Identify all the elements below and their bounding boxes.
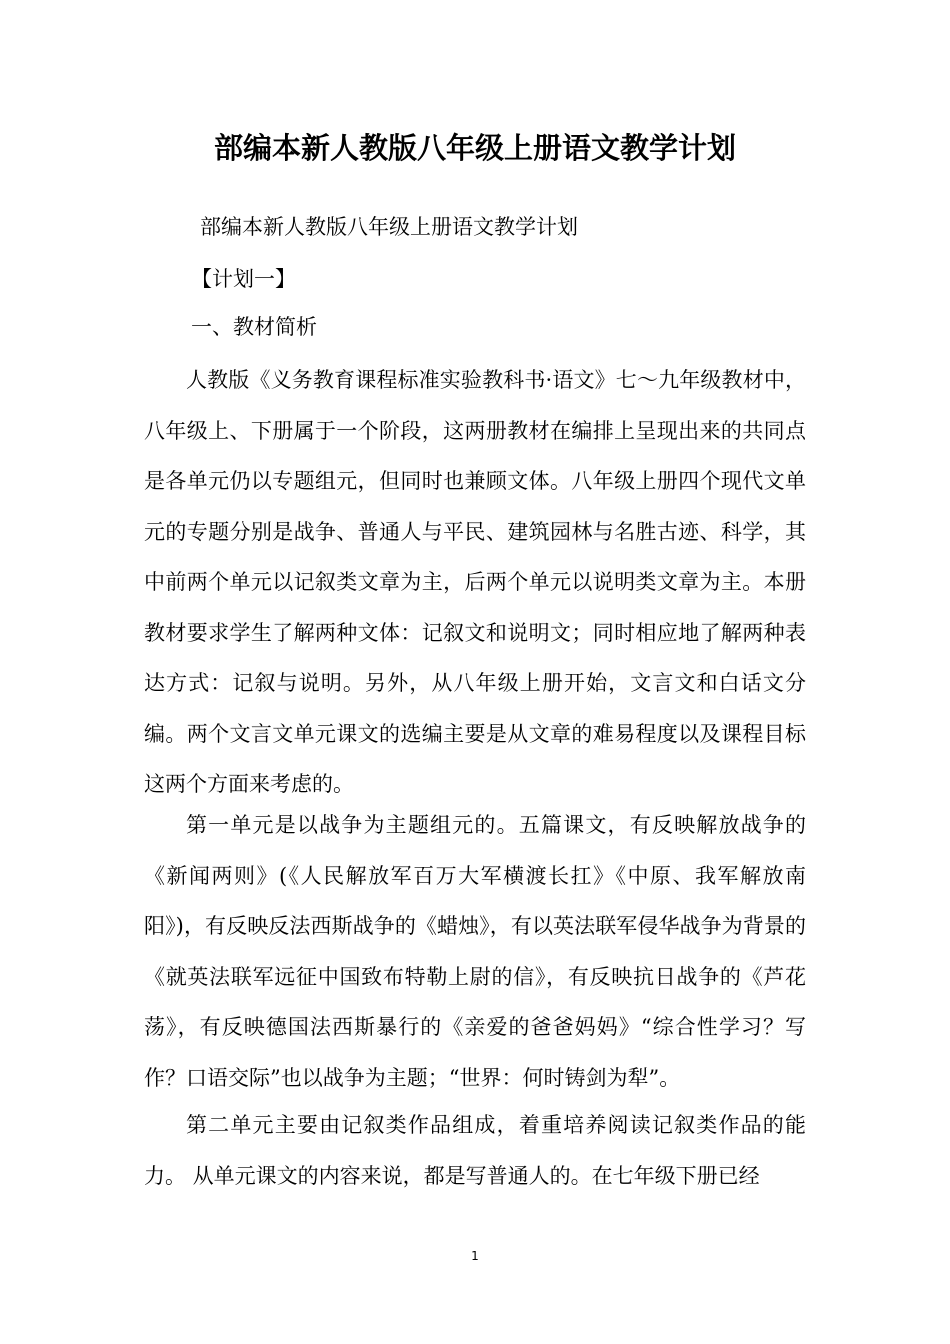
page-number: 1 <box>471 1249 479 1263</box>
plan-label: 【计划一】 <box>191 267 296 291</box>
paragraph-unit-two: 第二单元主要由记叙类作品组成，着重培养阅读记叙类作品的能力。 从单元课文的内容来说，都是写普通人的。在七年级下册已经 <box>144 1113 806 1188</box>
section-heading: 一、教材简析 <box>191 315 317 339</box>
paragraph-textbook-analysis: 人教版《义务教育课程标准实验教科书·语文》七～九年级教材中，八年级上、下册属于一个阶段，这两册教材在编排上呈现出来的共同点是各单元仍以专题组元，但同时也兼顾文体。八年级上册四个现代文单元的专题分别是战争、普通人与平民、建筑园林与名胜古迹、科学，其中前两个单元以记叙类文章为主，后两个单元以说明类文章为主。本册教材要求学生了解两种文体：记叙文和说明文；同时相应地了解两种表达方式：记叙与说明。另外，从八年级上册开始，文言文和白话文分编。两个文言文单元课文的选编主要是从文章的难易程度以及课程目标这两个方面来考虑的。 <box>144 368 806 796</box>
document-title: 部编本新人教版八年级上册语文教学计划 <box>213 131 736 165</box>
paragraph-unit-one: 第一单元是以战争为主题组元的。五篇课文，有反映解放战争的《新闻两则》(《人民解放军百万大军横渡长扛》《中原、我军解放南阳》)，有反映反法西斯战争的《蜡烛》，有以英法联军侵华战争为背景的《就英法联军远征中国致布特勒上尉的信》，有反映抗日战争的《芦花荡》，有反映德国法西斯暴行的《亲爱的爸爸妈妈》“综合性学习？写作？口语交际”也以战争为主题；“世界：何时铸剑为犁”。 <box>144 813 806 1090</box>
document-subtitle: 部编本新人教版八年级上册语文教学计划 <box>200 215 578 239</box>
